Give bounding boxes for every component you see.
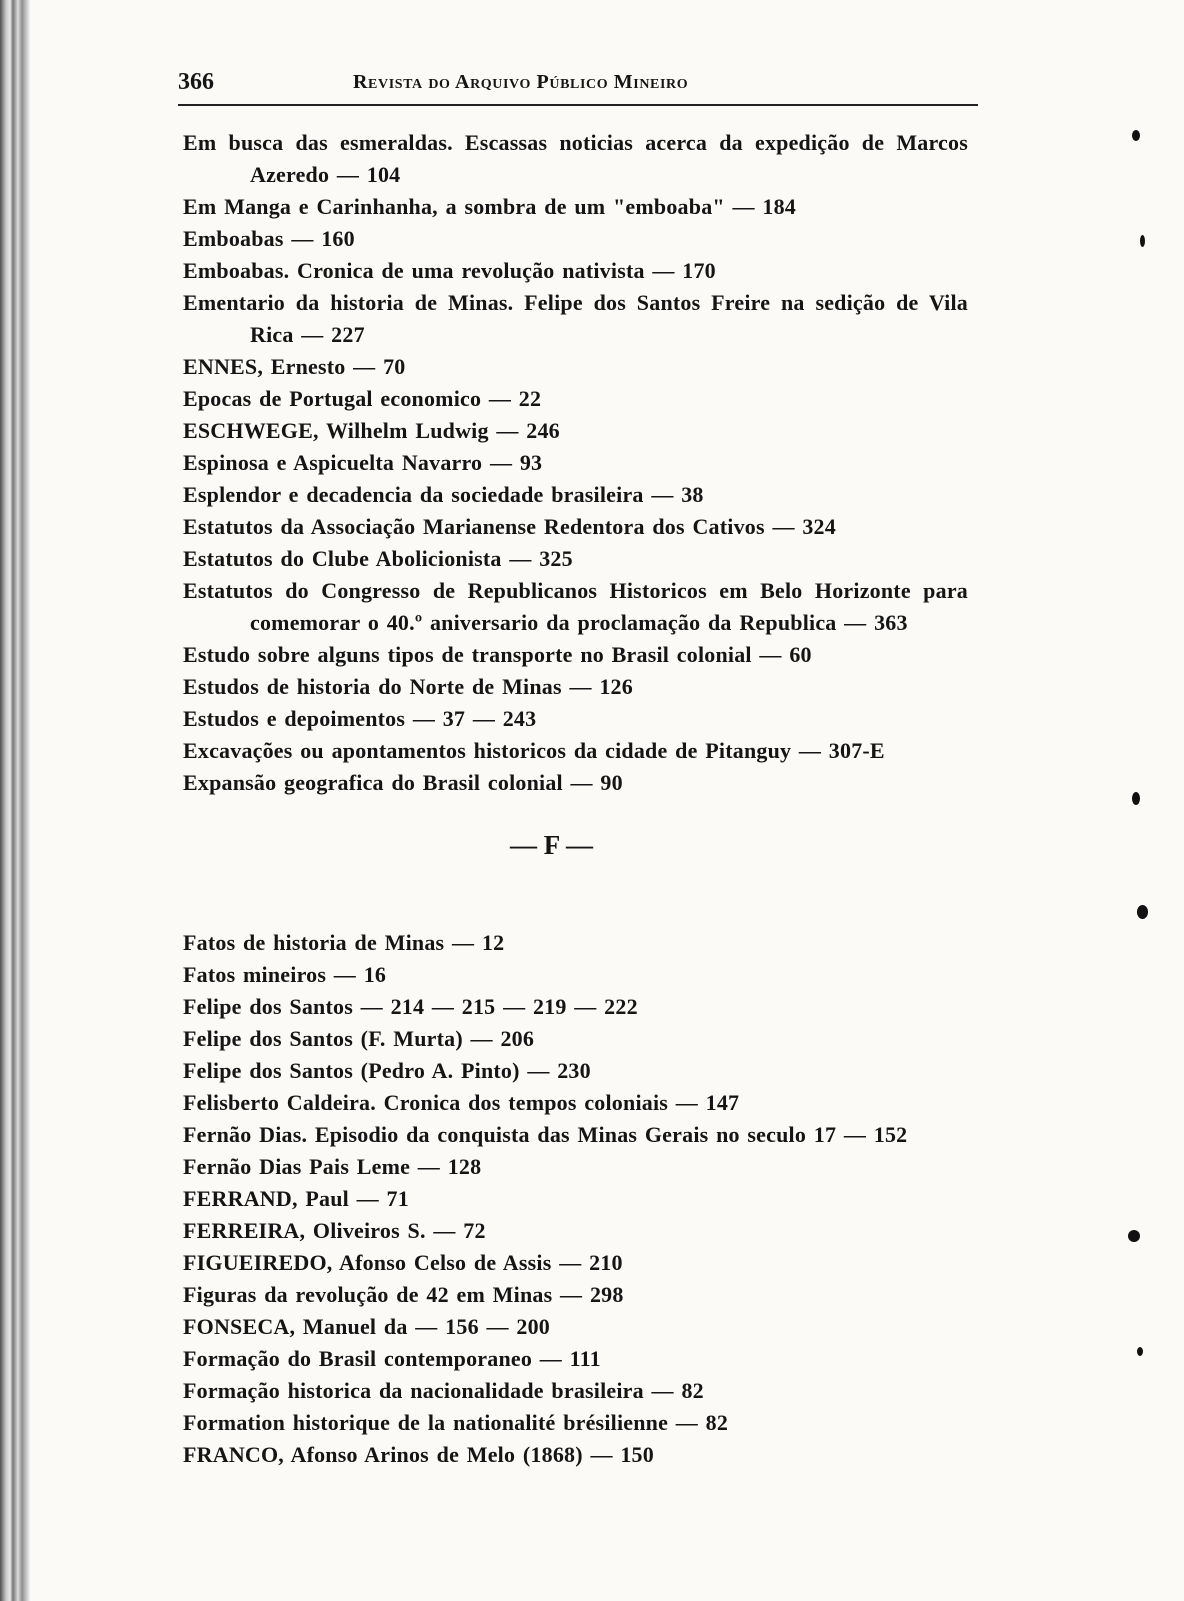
index-entry: Em Manga e Carinhanha, a sombra de um "emboaba" — 184 <box>183 194 797 219</box>
index-entry: Estatutos do Clube Abolicionista — 325 <box>183 546 573 571</box>
section-f-entries <box>183 927 968 1471</box>
index-entry: Fernão Dias Pais Leme — 128 <box>183 1154 482 1179</box>
index-entry: Figuras da revolução de 42 em Minas — 298 <box>183 1282 624 1307</box>
index-entry: Emboabas — 160 <box>183 226 355 251</box>
index-entry: Felisberto Caldeira. Cronica dos tempos coloniais — 147 <box>183 1090 740 1115</box>
index-entry: Excavações ou apontamentos historicos da cidade de Pitanguy — 307-E <box>183 738 885 763</box>
scan-speck <box>1128 1230 1140 1242</box>
index-entry: FERREIRA, Oliveiros S. — 72 <box>183 1218 486 1243</box>
index-entry: FIGUEIREDO, Afonso Celso de Assis — 210 <box>183 1250 623 1275</box>
index-entry: Felipe dos Santos (F. Murta) — 206 <box>183 1026 535 1051</box>
section-heading-f <box>183 799 968 927</box>
page-number: 366 <box>178 69 214 95</box>
index-column <box>183 127 968 1471</box>
scan-speck <box>1137 1347 1143 1356</box>
index-entry: Formation historique de la nationalité brésilienne — 82 <box>183 1410 729 1435</box>
index-entry: Epocas de Portugal economico — 22 <box>183 386 542 411</box>
index-entry: FRANCO, Afonso Arinos de Melo (1868) — 150 <box>183 1442 654 1467</box>
index-entry: ESCHWEGE, Wilhelm Ludwig — 246 <box>183 418 560 443</box>
section-e-entries <box>183 127 968 799</box>
index-entry: Em busca das esmeraldas. Escassas noticias acerca da expedição de Marcos Azeredo — 104 <box>183 130 968 187</box>
index-entry: FERRAND, Paul — 71 <box>183 1186 409 1211</box>
index-entry: Fernão Dias. Episodio da conquista das Minas Gerais no seculo 17 — 152 <box>183 1122 908 1147</box>
index-entry: Expansão geografica do Brasil colonial — 90 <box>183 770 623 795</box>
section-heading-text: — F — <box>510 830 593 860</box>
running-title: Revista do Arquivo Público Mineiro <box>353 71 689 93</box>
book-binding-edge <box>0 0 30 1601</box>
index-entry: Estudo sobre alguns tipos de transporte no Brasil colonial — 60 <box>183 642 812 667</box>
index-entry: Emboabas. Cronica de uma revolução nativista — 170 <box>183 258 716 283</box>
index-entry: Estatutos da Associação Marianense Redentora dos Cativos — 324 <box>183 514 836 539</box>
index-entry: Estatutos do Congresso de Republicanos Historicos em Belo Horizonte para comemorar o 40.º aniversario da proclamação da Republica — 363 <box>183 578 968 635</box>
scan-speck <box>1132 792 1140 805</box>
index-entry: Estudos de historia do Norte de Minas — 126 <box>183 674 633 699</box>
index-entry: Formação do Brasil contemporaneo — 111 <box>183 1346 601 1371</box>
index-entry: Felipe dos Santos (Pedro A. Pinto) — 230 <box>183 1058 591 1083</box>
scan-speck <box>1137 905 1148 919</box>
index-entry: Estudos e depoimentos — 37 — 243 <box>183 706 537 731</box>
scan-speck <box>1140 235 1145 247</box>
page-header <box>178 64 978 106</box>
index-entry: Espinosa e Aspicuelta Navarro — 93 <box>183 450 543 475</box>
index-entry: Esplendor e decadencia da sociedade brasileira — 38 <box>183 482 704 507</box>
index-entry: Fatos mineiros — 16 <box>183 962 387 987</box>
index-entry: Formação historica da nacionalidade brasileira — 82 <box>183 1378 704 1403</box>
index-entry: FONSECA, Manuel da — 156 — 200 <box>183 1314 550 1339</box>
scan-speck <box>1132 130 1140 141</box>
index-entry: ENNES, Ernesto — 70 <box>183 354 406 379</box>
index-entry: Ementario da historia de Minas. Felipe dos Santos Freire na sedição de Vila Rica — 227 <box>183 290 968 347</box>
index-entry: Felipe dos Santos — 214 — 215 — 219 — 222 <box>183 994 638 1019</box>
index-entry: Fatos de historia de Minas — 12 <box>183 930 505 955</box>
